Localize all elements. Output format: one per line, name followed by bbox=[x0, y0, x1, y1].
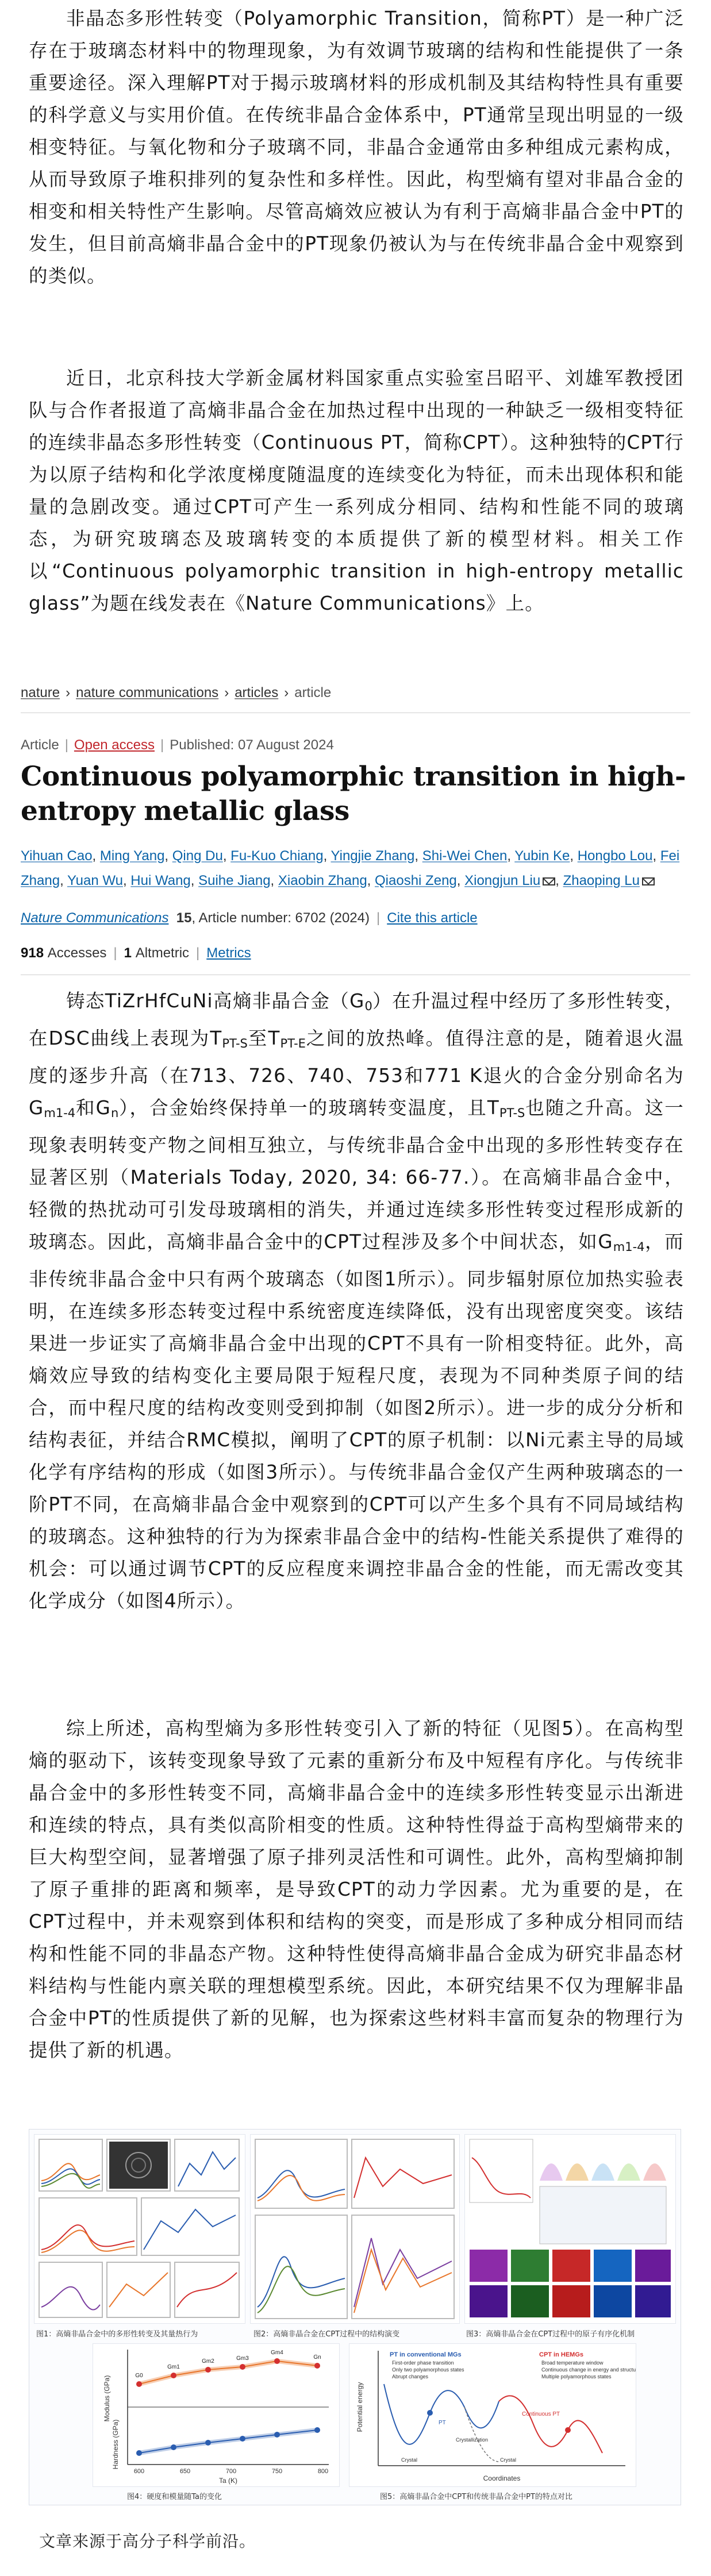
x-tick: 650 bbox=[179, 2468, 191, 2475]
author-separator: , bbox=[270, 873, 278, 888]
fig5-crystallization-label: Crystallization bbox=[456, 2437, 489, 2443]
results-text-f: ），合金始终保持单一的玻璃转变温度，且T bbox=[118, 1097, 499, 1119]
breadcrumb-current: article bbox=[294, 685, 332, 700]
results-sub-a: 0 bbox=[364, 999, 372, 1013]
results-text-h: ，而非传统非晶合金中只有两个玻璃态（如图1所示）。同步辐射原位加热实验表明，在连续多形态转变过程中系统密度连续降低，没有出现密度突变。该结果进一步证实了高熵非晶合金中出现的CPT不具有一阶相变特征。此外，高熵效应导致的结构变化主要局限于短程尺度，表现为不同种类原子间的结合，而中程尺度的结构改变则受到抑制（如图2所示）。进一步的成分分析和结构表征，并结合RMC模拟，阐明了CPT的原子机制：以Ni元素主导的局域化学有序结构的形成（如图3所示）。与传统非晶合金仅产生两种玻璃态的一阶PT不同，在高熵非晶合金中观察到的CPT可以产生多个具有不同局域结构的玻璃态。这种独特的行为为探索非晶合金中的结构-性能关系提供了难得的机会：可以通过调节CPT的反应程度来调控非晶合金的性能，而无需改变其化学成分（如图4所示）。 bbox=[29, 1231, 685, 1612]
author-link[interactable]: Hui Wang bbox=[130, 873, 191, 888]
point-label: Gm3 bbox=[236, 2355, 249, 2362]
results-text-c: 至T bbox=[247, 1027, 280, 1049]
figure-2-panel bbox=[250, 2134, 460, 2324]
fig5-left-item: Only two polyamorphous states bbox=[392, 2367, 464, 2373]
figure-4-chart bbox=[93, 2344, 339, 2486]
metrics-bar: 918 Accesses | 1 Altmetric | Metrics bbox=[21, 945, 251, 961]
open-access-badge[interactable]: Open access bbox=[74, 737, 155, 753]
article-type: Article bbox=[21, 737, 59, 753]
results-sub-f: PT-S bbox=[499, 1106, 525, 1120]
altmetric-count: 1 bbox=[124, 945, 132, 961]
author-link[interactable]: Shi-Wei Chen bbox=[422, 848, 508, 864]
author-separator: , bbox=[555, 873, 563, 888]
author-separator: , bbox=[367, 873, 375, 888]
paragraph-intro bbox=[29, 2, 684, 292]
point-label: G0 bbox=[135, 2373, 143, 2379]
figure-1-plots bbox=[34, 2135, 245, 2323]
fig5-right-item: Broad temperature window bbox=[541, 2360, 604, 2366]
email-icon[interactable] bbox=[642, 877, 655, 885]
paragraph-summary bbox=[29, 1712, 684, 2066]
ta-axis-label: Ta (K) bbox=[218, 2477, 238, 2485]
author-line-1 bbox=[21, 844, 690, 868]
fig5-cpt-label: Continuous PT bbox=[522, 2411, 560, 2417]
results-sub-b: PT-S bbox=[222, 1037, 248, 1050]
fig5-crystal-label-left: Crystal bbox=[401, 2457, 418, 2463]
figure-1-caption: 图1：高熵非晶合金中的多形性转变及其量热行为 bbox=[36, 2330, 198, 2339]
email-icon[interactable] bbox=[543, 877, 555, 885]
x-tick: 800 bbox=[317, 2468, 329, 2475]
author-separator: , bbox=[456, 873, 465, 888]
results-text-a: 铸态TiZrHfCuNi高熵非晶合金（G bbox=[66, 990, 365, 1012]
published-date: Published: 07 August 2024 bbox=[170, 737, 334, 753]
accesses-label: Accesses bbox=[47, 945, 107, 961]
metrics-link[interactable]: Metrics bbox=[206, 945, 251, 961]
figure-4-panel bbox=[93, 2343, 340, 2487]
author-link[interactable]: Zhaoping Lu bbox=[563, 873, 640, 888]
results-text-d: 之间的放热峰。值得注意的是，随着退火温度的逐步升高（在713、726、740、753和771 K退火的合金分别命名为G bbox=[29, 1027, 684, 1119]
fig5-right-title: CPT in HEMGs bbox=[539, 2351, 584, 2358]
author-link[interactable]: Yingjie Zhang bbox=[330, 848, 415, 864]
author-link[interactable]: Zhang bbox=[21, 873, 60, 888]
author-separator: , bbox=[190, 873, 199, 888]
figure-5-panel bbox=[349, 2343, 636, 2487]
author-separator: , bbox=[60, 873, 67, 888]
cluster-maps bbox=[470, 2250, 671, 2317]
author-link[interactable]: Xiaobin Zhang bbox=[278, 873, 367, 888]
point-label: Gn bbox=[313, 2354, 321, 2361]
author-separator: , bbox=[507, 848, 515, 864]
paragraph-intro-text: 非晶态多形性转变（Polyamorphic Transition，简称PT）是一种广泛存在于玻璃态材料中的物理现象，为有效调节玻璃的结构和性能提供了一条重要途径。深入理解PT对于揭示玻璃材料的形成机制及其结构特性具有重要的科学意义与实用价值。在传统非晶合金体系中，PT通常呈现出明显的一级相变特征。与氧化物和分子玻璃不同，非晶合金通常由多种组成元素构成，从而导致原子堆积排列的复杂性和多样性。因此，构型熵有望对非晶合金的相变和相关特性产生影响。尽管高熵效应被认为有利于高熵非晶合金中PT的发生，但目前高熵非晶合金中的PT现象仍被认为与在传统非晶合金中观察到的类似。 bbox=[29, 7, 684, 287]
composite-figure bbox=[29, 2129, 681, 2505]
figure-3-caption: 图3：高熵非晶合金在CPT过程中的原子有序化机制 bbox=[466, 2330, 635, 2339]
breadcrumb-journal[interactable]: nature communications bbox=[76, 685, 219, 700]
accesses-count: 918 bbox=[21, 945, 44, 961]
source-note: 文章来源于高分子科学前沿。 bbox=[39, 2532, 256, 2551]
author-separator: , bbox=[164, 848, 172, 864]
figure-2-plots bbox=[251, 2135, 459, 2323]
hardness-axis-label: Hardness (GPa) bbox=[112, 2419, 120, 2470]
point-label: Gm4 bbox=[271, 2350, 283, 2356]
results-text-e: 和G bbox=[75, 1097, 111, 1119]
author-separator: , bbox=[414, 848, 422, 864]
results-sub-d: m1-4 bbox=[44, 1106, 76, 1120]
fig5-right-item: Continuous change in energy and structure bbox=[541, 2367, 636, 2373]
coordinates-axis-label: Coordinates bbox=[483, 2474, 521, 2482]
figure-3-panel bbox=[464, 2134, 676, 2324]
paragraph-news-text: 近日，北京科技大学新金属材料国家重点实验室吕昭平、刘雄军教授团队与合作者报道了高熵非晶合金在加热过程中出现的一种缺乏一级相变特征的连续非晶态多形性转变（Continuous PT，简称CPT）。这种独特的CPT行为以原子结构和化学浓度梯度随温度的连续变化为特征，而未出现体积和能量的急剧改变。通过CPT可产生一系列成分相同、结构和性能不同的玻璃态，为研究玻璃态及玻璃转变的本质提供了新的模型材料。相关工作以“Continuous polyamorphic transition in high-entropy metallic glass”为题在线发表在《Nature Communications》上。 bbox=[29, 367, 684, 614]
fig5-left-item: Abrupt changes bbox=[392, 2374, 429, 2379]
breadcrumb-articles[interactable]: articles bbox=[235, 685, 279, 700]
author-link[interactable]: Suihe Jiang bbox=[198, 873, 271, 888]
volume: 15 bbox=[176, 910, 192, 926]
figure-5-caption: 图5：高熵非晶合金中CPT和传统非晶合金中PT的特点对比 bbox=[380, 2493, 572, 2501]
figure-4-caption: 图4：硬度和模量随Ta的变化 bbox=[127, 2493, 222, 2501]
author-separator: , bbox=[323, 848, 331, 864]
point-label: Gm1 bbox=[167, 2364, 180, 2370]
cite-link[interactable]: Cite this article bbox=[387, 910, 478, 926]
author-separator: , bbox=[652, 848, 660, 864]
journal-link[interactable]: Nature Communications bbox=[21, 910, 169, 926]
paragraph-summary-text: 综上所述，高构型熵为多形性转变引入了新的特征（见图5）。在高构型熵的驱动下，该转变现象导致了元素的重新分布及中短程有序化。与传统非晶合金中的多形性转变不同，高熵非晶合金中的连续多形性转变显示出渐进和连续的特点，具有类似高阶相变的性质。这种特性得益于高构型熵带来的巨大构型空间，显著增强了原子排列灵活性和可调性。此外，高构型熵抑制了原子重排的距离和频率，是导致CPT的动力学因素。尤为重要的是，在CPT过程中，并未观察到体积和结构的突变，而是形成了多种成分相同而结构和性能不同的非晶态产物。这种特性使得高熵非晶合金成为研究非晶态材料结构与性能内禀关联的理想模型系统。因此，本研究结果不仅为理解非晶合金中PT的性质提供了新的见解，也为探索这些材料丰富而复杂的物理行为提供了新的机遇。 bbox=[29, 1718, 684, 2061]
fig5-crystal-label-right: Crystal bbox=[500, 2457, 517, 2463]
author-list bbox=[21, 844, 690, 893]
fig5-left-title: PT in conventional MGs bbox=[390, 2351, 462, 2358]
altmetric-label: Altmetric bbox=[135, 945, 190, 961]
breadcrumb: nature › nature communications › articles › article bbox=[21, 685, 332, 700]
author-link[interactable]: Yihuan Cao bbox=[21, 848, 93, 864]
article-title: Continuous polyamorphic transition in high-entropy metallic glass bbox=[21, 761, 686, 827]
results-text-g: 也随之升高。这一现象表明转变产物之间相互独立，与传统非晶合金中出现的多形性转变存在显著区别（Materials Today, 2020, 34: 66-77.）。在高熵非晶合金中，轻微的热扰动可引发母玻璃相的消失，并通过连续多形性转变过程形成新的玻璃态。因此，高熵非晶合金中的CPT过程涉及多个中间状态，如G bbox=[29, 1097, 684, 1253]
figure-5-diagram bbox=[349, 2344, 636, 2486]
x-tick: 750 bbox=[271, 2468, 283, 2475]
author-separator: , bbox=[92, 848, 100, 864]
fig5-left-item: First-order phase transition bbox=[392, 2360, 454, 2366]
author-separator: , bbox=[570, 848, 578, 864]
author-link[interactable]: Hongbo Lou bbox=[577, 848, 653, 864]
figure-1-panel bbox=[34, 2134, 245, 2324]
journal-line: Nature Communications 15, Article number: 6702 (2024) | Cite this article bbox=[21, 910, 478, 926]
paragraph-results bbox=[29, 985, 684, 1617]
article-number: , Article number: 6702 (2024) bbox=[191, 910, 370, 926]
modulus-axis-label: Modulus (GPa) bbox=[103, 2375, 111, 2422]
author-link[interactable]: Qing Du bbox=[172, 848, 223, 864]
author-link[interactable]: Qiaoshi Zeng bbox=[375, 873, 457, 888]
results-sub-g: m1-4 bbox=[613, 1240, 645, 1254]
fig5-right-item: Multiple polyamorphous states bbox=[541, 2374, 612, 2379]
author-link[interactable]: Xiongjun Liu bbox=[464, 873, 541, 888]
author-link[interactable]: Fei bbox=[660, 848, 680, 864]
breadcrumb-nature[interactable]: nature bbox=[21, 685, 60, 700]
author-link[interactable]: Yubin Ke bbox=[514, 848, 570, 864]
author-link[interactable]: Ming Yang bbox=[99, 848, 165, 864]
author-link[interactable]: Fu-Kuo Chiang bbox=[230, 848, 324, 864]
results-sub-e: n bbox=[111, 1106, 119, 1120]
author-separator: , bbox=[222, 848, 231, 864]
article-meta: Article | Open access | Published: 07 August 2024 bbox=[21, 737, 334, 753]
energy-axis-label: Potential energy bbox=[356, 2382, 364, 2432]
figure-2-caption: 图2：高熵非晶合金在CPT过程中的结构演变 bbox=[253, 2330, 400, 2339]
author-line-2 bbox=[21, 868, 690, 893]
results-sub-c: PT-E bbox=[280, 1037, 306, 1050]
x-tick: 600 bbox=[133, 2468, 145, 2475]
point-label: Gm2 bbox=[202, 2358, 214, 2365]
nanoprobe-tips bbox=[540, 2163, 666, 2181]
figure-3-plots bbox=[465, 2135, 675, 2323]
author-separator: , bbox=[122, 873, 131, 888]
x-tick: 700 bbox=[225, 2468, 237, 2475]
fig5-pt-label: PT bbox=[439, 2420, 446, 2426]
paragraph-news bbox=[29, 362, 684, 619]
author-link[interactable]: Yuan Wu bbox=[67, 873, 123, 888]
results-text-b: ）在升温过程中经历了多形性转变，在DSC曲线上表现为T bbox=[29, 990, 684, 1049]
